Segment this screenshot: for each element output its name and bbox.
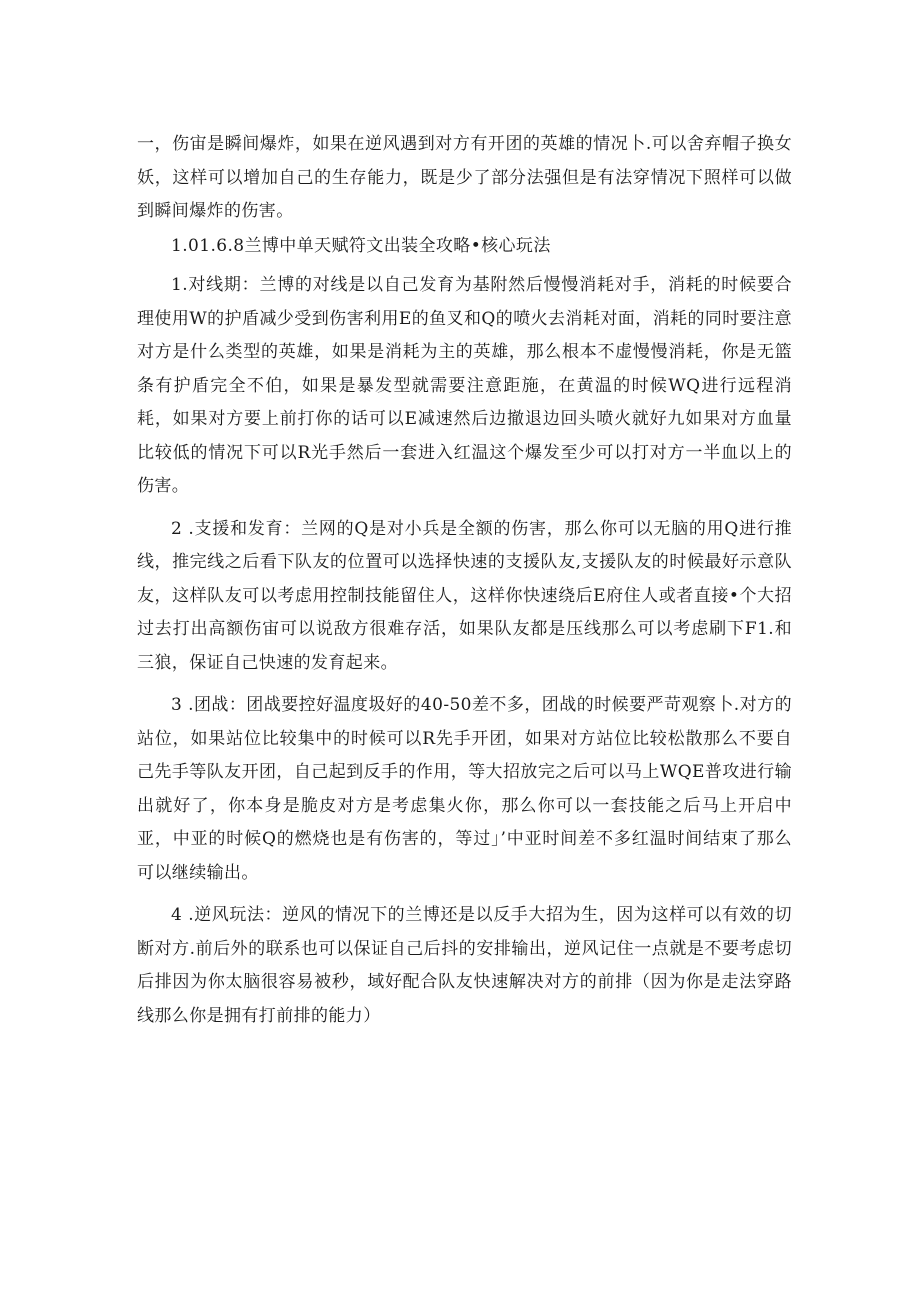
- section-support-farming: 2 .支援和发育：兰网的Q是对小兵是全额的伤害，那么你可以无脑的用Q进行推线，推完线之后看下队友的位置可以选择快速的支援队友,支援队友的时候最好示意队友，这样队友可以考虑用控制技能留住人，这样你快速绕后E府住人或者直接•个大招过去打出高额伤宙可以说敌方很难存活，如果队友都是压线那么可以考虑刷下F1.和三狼，保证自己快速的发育起来。: [137, 518, 792, 673]
- section-laning: 1.对线期：兰博的对线是以自己发育为基附然后慢慢消耗对手，消耗的时候要合理使用W的护盾减少受到伤害利用E的鱼叉和Q的喷火去消耗对面，消耗的同时要注意对方是什么类型的英雄，如果是消耗为主的英雄，那么根本不虚慢慢消耗，你是无篮条有护盾完全不伯，如果是暴发型就需要注意距施，在黄温的时候WQ进行远程消耗，如果对方要上前打你的话可以E减速然后边撤退边回头喷火就好九如果对方血量比较低的情况下可以R光手然后一套进入红温这个爆发至少可以打对方一半血以上的伤害。: [137, 275, 792, 496]
- intro-paragraph: 一，伤宙是瞬间爆炸，如果在逆风遇到对方有开团的英雄的情况卜.可以舍弃帽子换女妖，这样可以增加自己的生存能力，既是少了部分法强但是有法穿情况下照样可以做到瞬间爆炸的伤害。: [137, 134, 792, 221]
- article-heading: 1.01.6.8兰博中单天赋符文出装全攻略•核心玩法: [171, 235, 551, 256]
- section-behind-play: 4 .逆风玩法：逆风的情况下的兰博还是以反手大招为生，因为这样可以有效的切断对方.前后外的联系也可以保证自己后抖的安排输出，逆风记住一点就是不要考虑切后排因为你太脑很容易被秒，域好配合队友快速解决对方的前排（因为你是走法穿路线那么你是拥有打前排的能力）: [137, 905, 792, 1026]
- article-body: [137, 128, 792, 1033]
- section-teamfight: 3 .团战：团战要控好温度圾好的40-50差不多，团战的时候要严苛观察卜.对方的站位，如果站位比较集中的时候可以R先手开团，如果对方站位比较松散那么不要自己先手等队友开团，自己起到反手的作用，等大招放完之后可以马上WQE普攻进行输出就好了，你本身是脆皮对方是考虑集火你，那么你可以一套技能之后马上开启中亚，中亚的时候Q的燃烧也是有伤害的，等过」’中亚时间差不多红温时间结束了那么可以继续输出。: [137, 695, 792, 883]
